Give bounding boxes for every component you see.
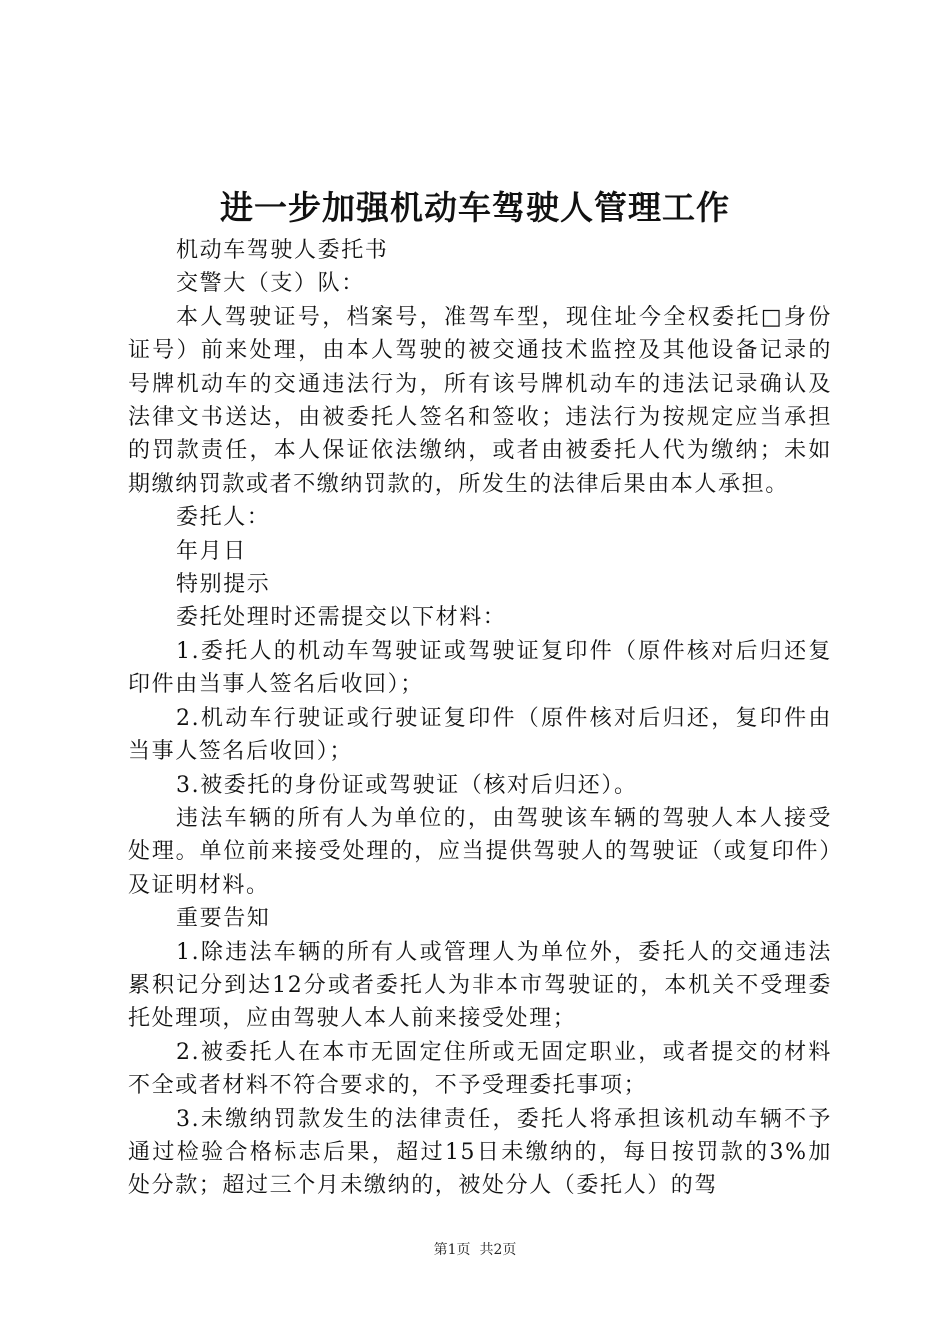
paragraph-material-2: 2.机动车行驶证或行驶证复印件（原件核对后归还，复印件由当事人签名后收回）； xyxy=(128,705,832,765)
page-number: 第1页 xyxy=(433,1242,471,1258)
document-title: 进一步加强机动车驾驶人管理工作 xyxy=(220,188,730,227)
paragraph-authorization: 本人驾驶证号，档案号，准驾车型，现住址今全权委托□身份证号）前来处理，由本人驾驶的被交通技术监控及其他设备记录的号牌机动车的交通违法行为，所有该号牌机动车的违法记录确认及法律文书送达，由被委托人签名和签收；违法行为按规定应当承担的罚款责任，本人保证依法缴纳，或者由被委托人代为缴纳；未如期缴纳罚款或者不缴纳罚款的，所发生的法律后果由本人承担。 xyxy=(128,304,832,497)
page-footer xyxy=(0,1240,950,1260)
paragraph-date: 年月日 xyxy=(176,538,247,564)
document-body xyxy=(128,234,832,1203)
paragraph-materials-intro: 委托处理时还需提交以下材料： xyxy=(176,605,507,631)
paragraph-important-notice-heading: 重要告知 xyxy=(176,906,271,932)
paragraph-notice-2: 2.被委托人在本市无固定住所或无固定职业，或者提交的材料不全或者材料不符合要求的，不予受理委托事项； xyxy=(128,1039,832,1099)
paragraph-principal-signature: 委托人： xyxy=(176,505,271,531)
paragraph-special-notice-heading: 特别提示 xyxy=(176,572,271,598)
paragraph-unit-owner: 违法车辆的所有人为单位的，由驾驶该车辆的驾驶人本人接受处理。单位前来接受处理的，应当提供驾驶人的驾驶证（或复印件）及证明材料。 xyxy=(128,805,832,898)
paragraph-material-1: 1.委托人的机动车驾驶证或驾驶证复印件（原件核对后归还复印件由当事人签名后收回）； xyxy=(128,638,832,698)
paragraph-recipient: 交警大（支）队： xyxy=(176,271,365,297)
paragraph-material-3: 3.被委托的身份证或驾驶证（核对后归还）。 xyxy=(176,772,638,798)
page-total: 共2页 xyxy=(479,1242,517,1258)
paragraph-heading-letter: 机动车驾驶人委托书 xyxy=(176,238,389,263)
paragraph-notice-3: 3.未缴纳罚款发生的法律责任，委托人将承担该机动车辆不予通过检验合格标志后果，超过15日未缴纳的，每日按罚款的3%加处分款；超过三个月未缴纳的，被处分人（委托人）的驾 xyxy=(128,1106,832,1199)
paragraph-notice-1: 1.除违法车辆的所有人或管理人为单位外，委托人的交通违法累积记分到达12分或者委托人为非本市驾驶证的，本机关不受理委托处理项，应由驾驶人本人前来接受处理； xyxy=(128,939,832,1032)
